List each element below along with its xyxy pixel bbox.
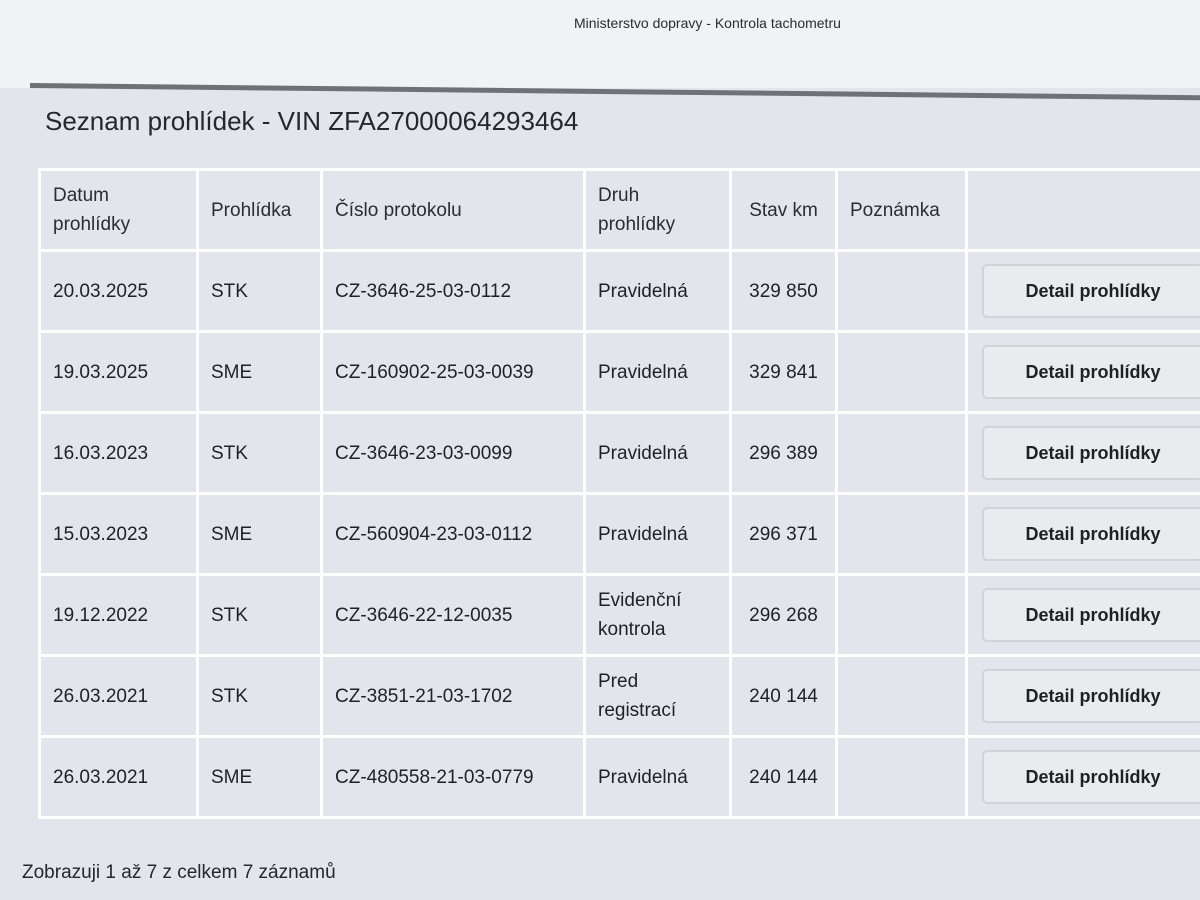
cell-date: 26.03.2021 — [40, 737, 198, 818]
cell-km: 240 144 — [731, 656, 837, 737]
cell-type: Evidenční kontrola — [585, 575, 731, 656]
cell-date: 15.03.2023 — [40, 494, 198, 575]
cell-inspection: SME — [198, 332, 322, 413]
cell-action — [967, 251, 1200, 332]
header-band — [0, 0, 1200, 88]
cell-note — [837, 413, 967, 494]
cell-protocol: CZ-160902-25-03-0039 — [322, 332, 585, 413]
page-title: Seznam prohlídek - VIN ZFA27000064293464 — [45, 106, 579, 136]
column-header-type[interactable]: Druh prohlídky — [585, 170, 731, 251]
cell-action — [967, 494, 1200, 575]
cell-type: Pravidelná — [585, 332, 731, 413]
inspections-table-container — [38, 168, 1200, 819]
cell-inspection: STK — [198, 413, 322, 494]
table-row — [40, 494, 1200, 575]
cell-inspection: STK — [198, 251, 322, 332]
cell-note — [837, 251, 967, 332]
cell-km: 296 389 — [731, 413, 837, 494]
column-header-km[interactable]: Stav km — [731, 170, 837, 251]
detail-button[interactable]: Detail prohlídky — [982, 588, 1200, 642]
cell-inspection: STK — [198, 575, 322, 656]
cell-action — [967, 575, 1200, 656]
cell-inspection: SME — [198, 737, 322, 818]
table-row — [40, 413, 1200, 494]
cell-note — [837, 575, 967, 656]
cell-date: 26.03.2021 — [40, 656, 198, 737]
detail-button[interactable]: Detail prohlídky — [982, 426, 1200, 480]
cell-action — [967, 332, 1200, 413]
cell-protocol: CZ-3851-21-03-1702 — [322, 656, 585, 737]
cell-action — [967, 737, 1200, 818]
cell-type: Pravidelná — [585, 737, 731, 818]
cell-protocol: CZ-3646-25-03-0112 — [322, 251, 585, 332]
cell-km: 296 268 — [731, 575, 837, 656]
cell-date: 16.03.2023 — [40, 413, 198, 494]
table-row — [40, 332, 1200, 413]
cell-note — [837, 737, 967, 818]
table-header-row — [40, 170, 1200, 251]
cell-date: 19.12.2022 — [40, 575, 198, 656]
detail-button[interactable]: Detail prohlídky — [982, 345, 1200, 399]
cell-protocol: CZ-3646-22-12-0035 — [322, 575, 585, 656]
column-header-inspection[interactable]: Prohlídka — [198, 170, 322, 251]
table-row — [40, 575, 1200, 656]
cell-type: Pravidelná — [585, 251, 731, 332]
detail-button[interactable]: Detail prohlídky — [982, 669, 1200, 723]
detail-button[interactable]: Detail prohlídky — [982, 750, 1200, 804]
cell-date: 19.03.2025 — [40, 332, 198, 413]
column-header-date[interactable]: Datum prohlídky — [40, 170, 198, 251]
cell-type: Pravidelná — [585, 413, 731, 494]
cell-date: 20.03.2025 — [40, 251, 198, 332]
cell-inspection: STK — [198, 656, 322, 737]
table-row — [40, 656, 1200, 737]
cell-km: 240 144 — [731, 737, 837, 818]
cell-type: Pravidelná — [585, 494, 731, 575]
cell-protocol: CZ-3646-23-03-0099 — [322, 413, 585, 494]
inspections-table — [38, 168, 1200, 819]
cell-note — [837, 494, 967, 575]
column-header-note[interactable]: Poznámka — [837, 170, 967, 251]
table-row — [40, 737, 1200, 818]
cell-note — [837, 656, 967, 737]
cell-note — [837, 332, 967, 413]
app-header-title: Ministerstvo dopravy - Kontrola tachometru — [574, 15, 841, 31]
cell-type: Pred registrací — [585, 656, 731, 737]
column-header-protocol[interactable]: Číslo protokolu — [322, 170, 585, 251]
detail-button[interactable]: Detail prohlídky — [982, 507, 1200, 561]
pagination-summary: Zobrazuji 1 až 7 z celkem 7 záznamů — [22, 862, 336, 883]
cell-km: 296 371 — [731, 494, 837, 575]
cell-protocol: CZ-560904-23-03-0112 — [322, 494, 585, 575]
cell-protocol: CZ-480558-21-03-0779 — [322, 737, 585, 818]
cell-action — [967, 413, 1200, 494]
column-header-action — [967, 170, 1200, 251]
table-row — [40, 251, 1200, 332]
detail-button[interactable]: Detail prohlídky — [982, 264, 1200, 318]
cell-inspection: SME — [198, 494, 322, 575]
cell-km: 329 850 — [731, 251, 837, 332]
cell-action — [967, 656, 1200, 737]
cell-km: 329 841 — [731, 332, 837, 413]
